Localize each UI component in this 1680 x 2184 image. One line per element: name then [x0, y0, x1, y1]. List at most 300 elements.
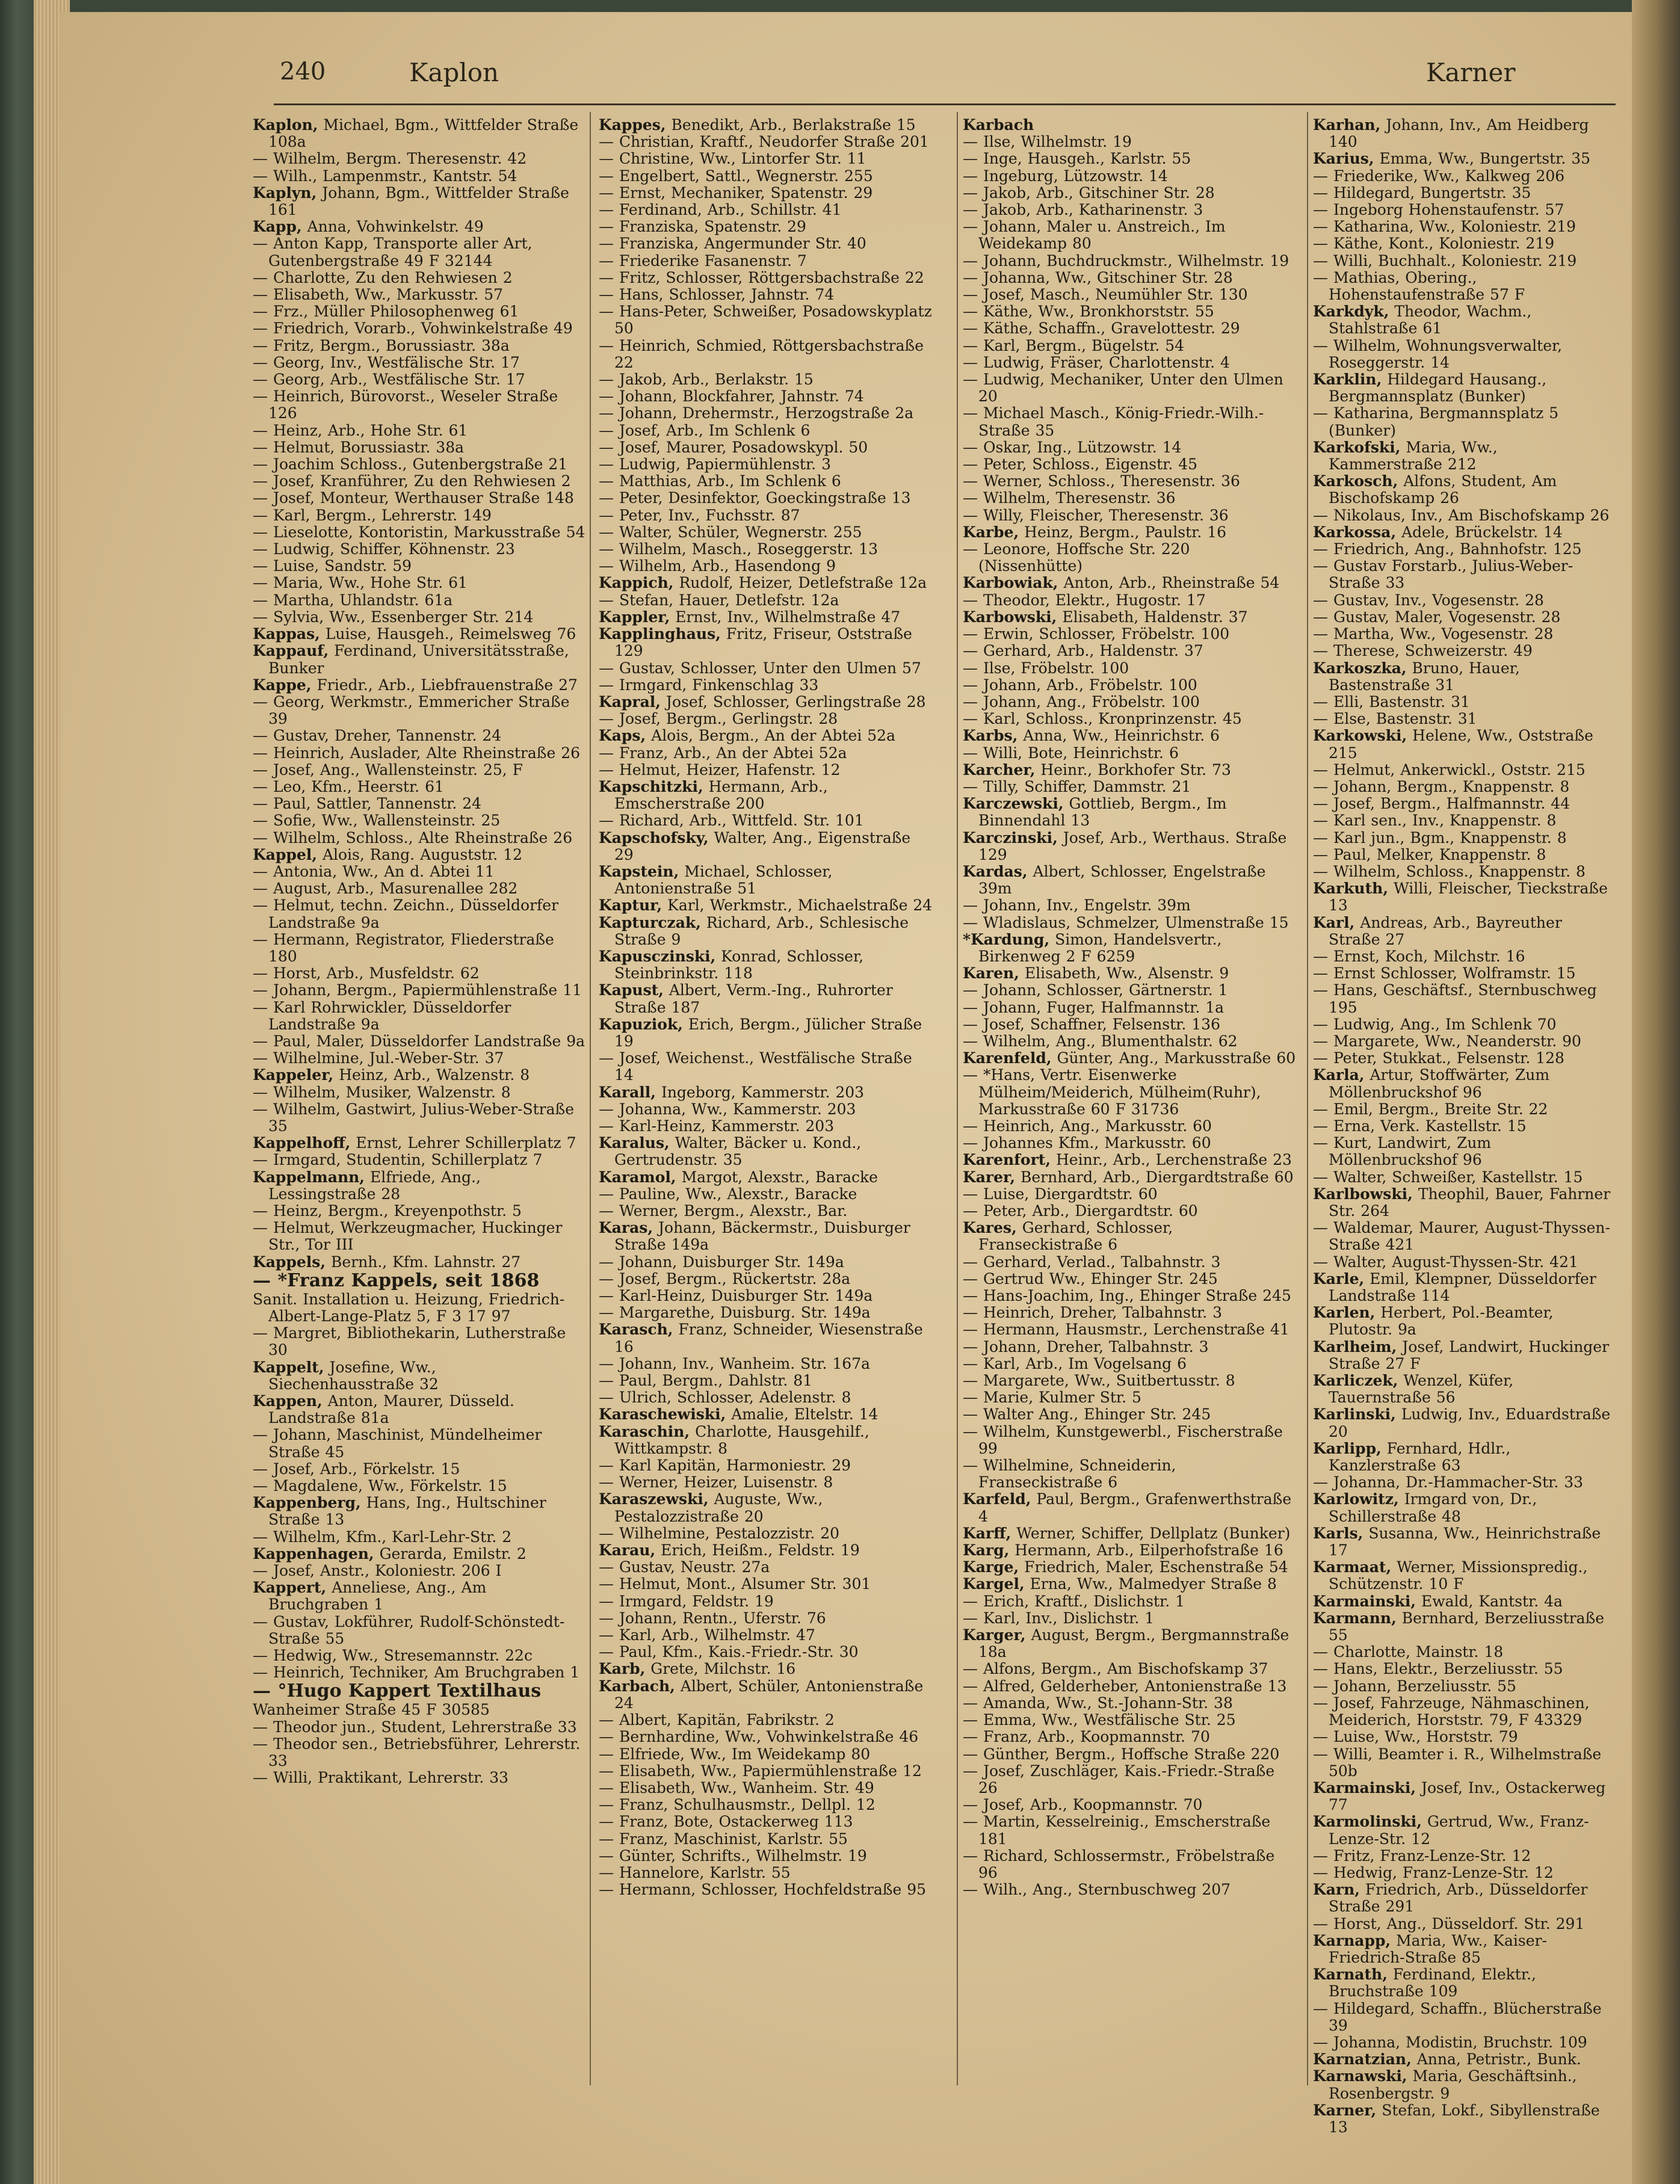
surname: Karius,: [1313, 150, 1374, 168]
column-divider: [957, 112, 958, 2085]
surname: Kapstein,: [599, 862, 679, 880]
directory-entry: [963, 270, 1297, 286]
directory-entry: [963, 218, 1297, 252]
entry-details: — Wilhelm, Schloss., Alte Rheinstraße 26: [253, 828, 573, 847]
entry-details: Rudolf, Heizer, Detlefstraße 12a: [673, 574, 927, 592]
entry-details: Walter, Ang., Eigenstraße 29: [614, 828, 911, 863]
entry-details: — Gerhard, Arb., Haldenstr. 37: [963, 642, 1203, 660]
entry-details: — Josef, Zuschläger, Kais.-Friedr.-Straße 26: [963, 1762, 1275, 1797]
entry-details: — Ingeborg Hohenstaufenstr. 57: [1313, 201, 1564, 219]
entry-details: Emil, Klempner, Düsseldorfer Landstraße 114: [1329, 1269, 1596, 1305]
directory-entry: [253, 541, 587, 558]
directory-entry: [599, 405, 933, 422]
directory-entry: [963, 320, 1297, 337]
directory-entry: [963, 1339, 1297, 1356]
entry-details: — Josef, Bergm., Gerlingstr. 28: [599, 710, 838, 728]
entry-details: — Ulrich, Schlosser, Adelenstr. 8: [599, 1389, 851, 1407]
directory-entry: [963, 863, 1297, 897]
directory-entry: [1313, 643, 1614, 659]
directory-entry: [963, 1881, 1297, 1898]
directory-entry: [963, 456, 1297, 473]
directory-entry: [599, 439, 933, 456]
entry-details: — Peter, Stukkat., Felsenstr. 128: [1313, 1049, 1564, 1067]
entry-details: August, Bergm., Bergmannstraße 18a: [978, 1626, 1289, 1661]
entry-details: — Elisabeth, Ww., Papiermühlenstraße 12: [599, 1762, 922, 1780]
entry-details: — Wilhelm, Ang., Blumenthalstr. 62: [963, 1032, 1238, 1050]
directory-entry: [963, 1050, 1297, 1067]
directory-entry: [599, 1186, 933, 1203]
surname: Kapp,: [253, 218, 302, 236]
entry-details: — Josef, Bergm., Halfmannstr. 44: [1313, 795, 1570, 813]
directory-entry: [1313, 1729, 1614, 1745]
entry-details: Anna, Petristr., Bunk.: [1411, 2050, 1581, 2068]
entry-details: Alois, Bergm., An der Abtei 52a: [646, 727, 895, 745]
directory-entry: [253, 863, 587, 880]
surname: Karaszewski,: [599, 1490, 709, 1508]
directory-entry: [963, 1186, 1297, 1203]
surname: Karkossa,: [1313, 523, 1397, 541]
directory-entry: [1313, 1813, 1614, 1847]
directory-entry: [599, 1627, 933, 1644]
directory-entry: [599, 1406, 933, 1423]
surname: Karbe,: [963, 523, 1019, 541]
entry-details: — Heinrich, Dreher, Talbahnstr. 3: [963, 1304, 1222, 1322]
entry-details: — Gerhard, Verlad., Talbahnstr. 3: [963, 1253, 1221, 1271]
directory-entry: [599, 507, 933, 524]
directory-entry: [253, 1701, 587, 1718]
directory-entry: [599, 235, 933, 252]
directory-entry: [599, 1525, 933, 1542]
directory-entry: [963, 1576, 1297, 1593]
entry-details: — Fritz, Schlosser, Röttgersbachstraße 22: [599, 268, 924, 286]
surname: Karlheim,: [1313, 1337, 1397, 1356]
directory-entry: [963, 202, 1297, 218]
directory-entry: [1313, 185, 1614, 202]
surname: Karmainski,: [1313, 1592, 1416, 1610]
surname: Karlowitz,: [1313, 1490, 1399, 1508]
directory-entry: [963, 1288, 1297, 1304]
directory-entry: [1313, 660, 1614, 694]
surname: Karkosch,: [1313, 472, 1398, 490]
directory-entry: [599, 422, 933, 439]
entry-details: — Emma, Ww., Westfälische Str. 25: [963, 1711, 1236, 1729]
directory-entry: [253, 1203, 587, 1220]
entry-details: — Josef, Weichenst., Westfälische Straße 14: [599, 1049, 912, 1084]
entry-details: — Heinrich, Bürovorst., Weseler Straße 126: [253, 387, 558, 422]
entry-details: — Franz, Arb., An der Abtei 52a: [599, 744, 847, 762]
entry-details: — Johann, Inv., Engelstr. 39m: [963, 896, 1191, 915]
directory-entry: [253, 1271, 587, 1291]
directory-entry: [253, 1169, 587, 1203]
entry-details: — Heinrich, Techniker, Am Bruchgraben 1: [253, 1664, 580, 1682]
directory-entry: [599, 1644, 933, 1661]
entry-details: — Franz, Bote, Ostackerweg 113: [599, 1813, 853, 1831]
entry-details: — Erwin, Schlosser, Fröbelstr. 100: [963, 625, 1230, 643]
directory-entry: [599, 1813, 933, 1830]
entry-details: Bernhard, Arb., Diergardtstraße 60: [1015, 1168, 1294, 1186]
directory-entry: [253, 575, 587, 591]
directory-entry: [1313, 524, 1614, 541]
surname: Kappelmann,: [253, 1168, 365, 1186]
entry-details: — Horst, Arb., Musfeldstr. 62: [253, 964, 480, 982]
entry-details: — Johann, Bergm., Knappenstr. 8: [1313, 777, 1570, 795]
entry-details: — Franziska, Angermunder Str. 40: [599, 235, 866, 253]
directory-entry: [963, 1525, 1297, 1542]
entry-details: — Gustav, Inv., Vogesenstr. 28: [1313, 591, 1544, 609]
entry-details: — Johann, Drehermstr., Herzogstraße 2a: [599, 404, 914, 422]
surname: Kappelt,: [253, 1358, 324, 1376]
directory-column-2: [599, 117, 933, 2090]
directory-entry: [253, 592, 587, 609]
entry-details: Josefine, Ww., Siechenhausstraße 32: [268, 1358, 439, 1393]
directory-entry: [1313, 117, 1614, 150]
directory-entry: [253, 320, 587, 337]
directory-entry: [599, 1729, 933, 1745]
entry-details: — Margarethe, Duisburg. Str. 149a: [599, 1304, 871, 1322]
entry-details: — Johanna, Modistin, Bruchstr. 109: [1313, 2033, 1587, 2051]
entry-details: Johann, Inv., Am Heidberg 140: [1329, 116, 1589, 151]
entry-details: Susanna, Ww., Heinrichstraße 17: [1329, 1524, 1601, 1559]
entry-details: — Käthe, Kont., Koloniestr. 219: [1313, 235, 1555, 253]
entry-details: — Wilhelm, Schloss., Knappenstr. 8: [1313, 862, 1586, 880]
entry-details: — Alfons, Bergm., Am Bischofskamp 37: [963, 1660, 1268, 1678]
entry-details: — Johann, Ang., Fröbelstr. 100: [963, 693, 1200, 711]
directory-entry: [1313, 1865, 1614, 1881]
entry-details: Simon, Handelsvertr., Birkenweg 2 F 6259: [978, 930, 1222, 965]
directory-entry: [963, 1763, 1297, 1797]
directory-entry: [1313, 830, 1614, 847]
entry-details: — Heinrich, Auslader, Alte Rheinstraße 26: [253, 744, 581, 762]
entry-details: — Albert, Kapitän, Fabrikstr. 2: [599, 1711, 835, 1729]
directory-entry: [599, 338, 933, 371]
entry-details: — Leo, Kfm., Heerstr. 61: [253, 777, 444, 795]
header-last-name: Karner: [1426, 58, 1516, 87]
entry-details: — Richard, Arb., Wittfeld. Str. 101: [599, 812, 864, 830]
directory-entry: [1313, 880, 1614, 914]
entry-details: Johann, Bäckermstr., Duisburger Straße 149a: [614, 1219, 910, 1254]
surname: Karl,: [1313, 913, 1355, 931]
entry-details: Albert, Schüler, Antonienstraße 24: [614, 1677, 924, 1712]
entry-details: — Frz., Müller Philosophenweg 61: [253, 303, 519, 321]
entry-details: Hermann, Arb., Emscherstraße 200: [614, 777, 828, 813]
directory-entry: [1313, 1372, 1614, 1406]
directory-entry: [253, 880, 587, 897]
entry-details: — Jakob, Arb., Gitschiner Str. 28: [963, 184, 1215, 202]
surname: Karau,: [599, 1541, 656, 1559]
directory-entry: [963, 694, 1297, 711]
directory-entry: [963, 575, 1297, 591]
directory-entry: [599, 1542, 933, 1559]
surname: Kardas,: [963, 862, 1028, 880]
directory-entry: [963, 1797, 1297, 1813]
entry-details: — Karl, Arb., Wilhelmstr. 47: [599, 1626, 815, 1644]
entry-details: — Lieselotte, Kontoristin, Markusstraße 54: [253, 523, 585, 541]
directory-entry: [253, 847, 587, 863]
entry-details: — Margarete, Ww., Neanderstr. 90: [1313, 1032, 1581, 1050]
surname: Karkowski,: [1313, 727, 1407, 745]
entry-details: — Stefan, Hauer, Detlefstr. 12a: [599, 591, 839, 609]
surname: Karbach: [963, 116, 1034, 134]
directory-entry: [963, 541, 1297, 575]
entry-details: Grete, Milchstr. 16: [645, 1660, 796, 1678]
directory-entry: [963, 1559, 1297, 1576]
directory-entry: [599, 626, 933, 659]
directory-entry: [599, 1457, 933, 1474]
entry-details: Gertrud, Ww., Franz-Lenze-Str. 12: [1329, 1813, 1589, 1848]
directory-entry: [253, 473, 587, 490]
entry-details: — Willi, Buchhalt., Koloniestr. 219: [1313, 251, 1577, 270]
directory-entry: [599, 1797, 933, 1813]
entry-details: Benedikt, Arb., Berlakstraße 15: [666, 116, 916, 134]
directory-entry: [599, 303, 933, 337]
surname: Karaschin,: [599, 1422, 690, 1440]
directory-entry: [1313, 1933, 1614, 1966]
directory-entry: [963, 524, 1297, 541]
directory-entry: [1313, 150, 1614, 167]
entry-details: Paul, Bergm., Grafenwerthstraße 4: [978, 1490, 1292, 1525]
entry-details: Amalie, Eltelstr. 14: [726, 1405, 879, 1424]
directory-entry: [963, 1067, 1297, 1118]
directory-entry: [963, 286, 1297, 303]
column-divider: [1307, 112, 1308, 2085]
directory-entry: [1313, 1848, 1614, 1865]
directory-entry: [963, 1848, 1297, 1881]
entry-details: — Friedrich, Ang., Bahnhofstr. 125: [1313, 540, 1582, 558]
surname: Kappler,: [599, 608, 670, 626]
entry-details: — Ludwig, Papiermühlenstr. 3: [599, 455, 831, 474]
entry-details: Walter, Bäcker u. Kond., Gertrudenstr. 35: [614, 1134, 862, 1169]
entry-details: — Franz, Arb., Koopmannstr. 70: [963, 1728, 1210, 1746]
directory-entry: [1313, 2068, 1614, 2102]
entry-details: Gerarda, Emilstr. 2: [374, 1544, 527, 1562]
surname: Karls,: [1313, 1524, 1363, 1542]
entry-details: — Michael Masch., König-Friedr.-Wilh.-Straße 35: [963, 404, 1264, 439]
surname: Kappich,: [599, 574, 674, 592]
entry-details: Hermann, Arb., Eilperhofstraße 16: [1009, 1541, 1283, 1559]
directory-entry: [963, 405, 1297, 439]
directory-entry: [599, 1712, 933, 1729]
entry-details: — Johanna, Ww., Kammerstr. 203: [599, 1100, 856, 1118]
entry-details: — Theodor jun., Student, Lehrerstraße 33: [253, 1718, 577, 1736]
directory-entry: [1313, 405, 1614, 439]
directory-entry: [253, 812, 587, 829]
directory-entry: [599, 286, 933, 303]
entry-details: Richard, Arb., Schlesische Straße 9: [614, 913, 909, 948]
directory-entry: [963, 439, 1297, 456]
directory-entry: [599, 711, 933, 727]
entry-details: Anneliese, Ang., Am Bruchgraben 1: [268, 1579, 487, 1614]
directory-entry: [599, 1746, 933, 1763]
entry-details: Adele, Brückelstr. 14: [1396, 523, 1563, 541]
directory-entry: [1313, 1271, 1614, 1304]
directory-entry: [599, 609, 933, 626]
directory-entry: [599, 1831, 933, 1848]
entry-details: — Josef, Arb., Koopmannstr. 70: [963, 1796, 1203, 1814]
directory-entry: [1313, 1881, 1614, 1915]
entry-details: — Wilhelm, Kfm., Karl-Lehr-Str. 2: [253, 1528, 512, 1546]
directory-entry: [963, 711, 1297, 727]
surname: Kares,: [963, 1219, 1017, 1237]
entry-details: Bernh., Kfm. Lahnstr. 27: [326, 1253, 521, 1271]
directory-column-3: [963, 117, 1297, 2090]
entry-details: — Amanda, Ww., St.-Johann-Str. 38: [963, 1694, 1233, 1712]
entry-details: — Johann, Dreher, Talbahnstr. 3: [963, 1337, 1209, 1356]
column-divider: [590, 112, 591, 2085]
surname: Karkuth,: [1313, 880, 1389, 898]
entry-details: — Ilse, Wilhelmstr. 19: [963, 133, 1132, 151]
entry-details: — Josef, Masch., Neumühler Str. 130: [963, 286, 1248, 304]
directory-entry: [599, 1491, 933, 1525]
directory-entry: [963, 677, 1297, 694]
directory-entry: [599, 1356, 933, 1372]
directory-entry: [253, 694, 587, 727]
directory-entry: [1313, 1101, 1614, 1118]
directory-entry: [963, 1593, 1297, 1610]
entry-details: — Johann, Maschinist, Mündelheimer Straße 45: [253, 1426, 542, 1461]
entry-details: — August, Arb., Masurenallee 282: [253, 880, 518, 898]
directory-entry: [963, 1491, 1297, 1525]
directory-entry: [1313, 694, 1614, 711]
directory-entry: [963, 1271, 1297, 1288]
surname: Karnapp,: [1313, 1931, 1391, 1949]
entry-details: — Irmgard, Studentin, Schillerplatz 7: [253, 1151, 543, 1169]
surname: Karhan,: [1313, 116, 1381, 134]
entry-details: Ferdinand, Universitätsstraße, Bunker: [268, 642, 569, 677]
directory-entry: [963, 1627, 1297, 1661]
entry-details: — Luise, Ww., Horststr. 79: [1313, 1728, 1518, 1746]
directory-entry: [599, 915, 933, 948]
entry-details: — Hans-Joachim, Ing., Ehinger Straße 245: [963, 1287, 1291, 1305]
directory-entry: [963, 1203, 1297, 1220]
directory-entry: [599, 1135, 933, 1168]
book-gutter: [1632, 0, 1680, 2184]
entry-details: Ewald, Kantstr. 4a: [1416, 1592, 1563, 1610]
entry-details: Franz, Schneider, Wiesenstraße 16: [614, 1321, 923, 1356]
directory-entry: [1313, 609, 1614, 626]
entry-details: — Heinrich, Ang., Markusstr. 60: [963, 1117, 1212, 1135]
directory-entry: [253, 1529, 587, 1546]
directory-entry: [253, 727, 587, 744]
directory-entry: [253, 745, 587, 762]
entry-details: Willi, Fleischer, Tieckstraße 13: [1329, 880, 1608, 915]
entry-details: — Erich, Kraftf., Dislichstr. 1: [963, 1592, 1185, 1610]
entry-details: — Karl, Inv., Dislichstr. 1: [963, 1609, 1155, 1627]
entry-details: — Josef, Maurer, Posadowskypl. 50: [599, 438, 868, 456]
surname: Kappel,: [253, 845, 317, 863]
directory-entry: [963, 1406, 1297, 1423]
directory-column-1: [253, 117, 587, 2090]
surname: Kaplon,: [253, 116, 318, 134]
entry-details: Erich, Heißm., Feldstr. 19: [655, 1541, 860, 1559]
entry-details: — Helmut, Werkzeugmacher, Huckinger Str., Tor III: [253, 1219, 563, 1254]
entry-details: — Johann, Inv., Wanheim. Str. 167a: [599, 1354, 871, 1372]
entry-details: Heinr., Borkhofer Str. 73: [1035, 760, 1231, 779]
entry-details: — Friederike Fasanenstr. 7: [599, 251, 807, 270]
entry-details: — Peter, Inv., Fuchsstr. 87: [599, 506, 800, 524]
entry-details: — Josef, Arb., Im Schlenk 6: [599, 421, 811, 439]
entry-details: — Hans, Schlosser, Jahnstr. 74: [599, 286, 835, 304]
entry-details: — Wilhelm, Arb., Hasendong 9: [599, 557, 836, 575]
entry-details: — Gustav, Neustr. 27a: [599, 1558, 770, 1576]
directory-entry: [253, 609, 587, 626]
entry-details: — Wilh., Ang., Sternbuschweg 207: [963, 1881, 1231, 1899]
surname: Karlipp,: [1313, 1439, 1382, 1457]
entry-details: — Wilhelmine, Schneiderin, Franseckistraße 6: [963, 1457, 1176, 1491]
entry-details: — Josef, Monteur, Werthauser Straße 148: [253, 489, 574, 507]
directory-entry: [963, 1254, 1297, 1271]
surname: Karlinski,: [1313, 1405, 1396, 1424]
entry-details: — Hildegard, Schaffn., Blücherstraße 39: [1313, 1999, 1602, 2034]
directory-entry: [963, 1610, 1297, 1627]
directory-entry: [1313, 2000, 1614, 2034]
entry-details: — Johann, Bergm., Papiermühlenstraße 11: [253, 981, 582, 999]
surname: Karlbowski,: [1313, 1185, 1413, 1203]
directory-entry: [599, 1288, 933, 1304]
entry-details: — Sylvia, Ww., Essenberger Str. 214: [253, 608, 534, 626]
directory-entry: [599, 830, 933, 863]
surname: Karaschewiski,: [599, 1405, 726, 1424]
entry-details: — Werner, Schloss., Theresenstr. 36: [963, 472, 1240, 490]
entry-details: — Martha, Uhlandstr. 61a: [253, 591, 453, 609]
entry-details: — Magdalene, Ww., Förkelstr. 15: [253, 1477, 507, 1495]
entry-details: Elfriede, Ang., Lessingstraße 28: [268, 1168, 481, 1203]
entry-details: — Elisabeth, Ww., Wanheim. Str. 49: [599, 1778, 874, 1797]
directory-entry: [599, 270, 933, 286]
entry-details: Erna, Ww., Malmedyer Straße 8: [1024, 1575, 1277, 1593]
directory-entry: [253, 456, 587, 473]
entry-details: Anton, Maurer, Düsseld. Landstraße 81a: [268, 1392, 514, 1427]
directory-entry: [253, 999, 587, 1033]
surname: Karn,: [1313, 1881, 1360, 1899]
entry-details: Karl, Werkmstr., Michaelstraße 24: [662, 896, 933, 915]
entry-details: — Walter, Schweißer, Kastellstr. 15: [1313, 1168, 1583, 1186]
directory-entry: [599, 218, 933, 235]
entry-details: Fernhard, Hdlr., Kanzlerstraße 63: [1329, 1439, 1511, 1475]
directory-entry: [1313, 1780, 1614, 1813]
entry-details: Hans, Ing., Hultschiner Straße 13: [268, 1494, 546, 1529]
directory-entry: [963, 779, 1297, 795]
directory-entry: [253, 1736, 587, 1769]
directory-entry: [1313, 1474, 1614, 1491]
directory-entry: [253, 626, 587, 643]
entry-details: — Oskar, Ing., Lützowstr. 14: [963, 438, 1182, 456]
surname: Kappauf,: [253, 642, 329, 660]
entry-details: Michael, Bgm., Wittfelder Straße 108a: [268, 116, 579, 151]
directory-entry: [253, 1461, 587, 1478]
directory-entry: [599, 575, 933, 591]
entry-details: — Theodor, Elektr., Hugostr. 17: [963, 591, 1206, 609]
directory-entry: [599, 1304, 933, 1321]
surname: Kapschitzki,: [599, 777, 703, 795]
directory-entry: [1313, 779, 1614, 795]
directory-entry: [1313, 202, 1614, 218]
entry-details: — Luise, Sandstr. 59: [253, 557, 412, 575]
entry-details: — Johann, Fuger, Halfmannstr. 1a: [963, 998, 1224, 1016]
directory-entry: [599, 1169, 933, 1186]
entry-details: — Hildegard, Bungertstr. 35: [1313, 184, 1531, 202]
directory-entry: [1313, 1644, 1614, 1661]
directory-entry: [1313, 507, 1614, 524]
directory-entry: [599, 863, 933, 897]
surname: Karnawski,: [1313, 2067, 1407, 2085]
entry-details: — Margarete, Ww., Suitbertusstr. 8: [963, 1372, 1235, 1390]
entry-details: — Karl Rohrwickler, Düsseldorfer Landstraße 9a: [253, 998, 511, 1033]
directory-entry: [963, 897, 1297, 914]
directory-entry: [253, 150, 587, 167]
entry-details: — Josef, Arb., Förkelstr. 15: [253, 1460, 460, 1478]
surname: Karlen,: [1313, 1304, 1376, 1322]
entry-details: — Emil, Bergm., Breite Str. 22: [1313, 1100, 1548, 1118]
